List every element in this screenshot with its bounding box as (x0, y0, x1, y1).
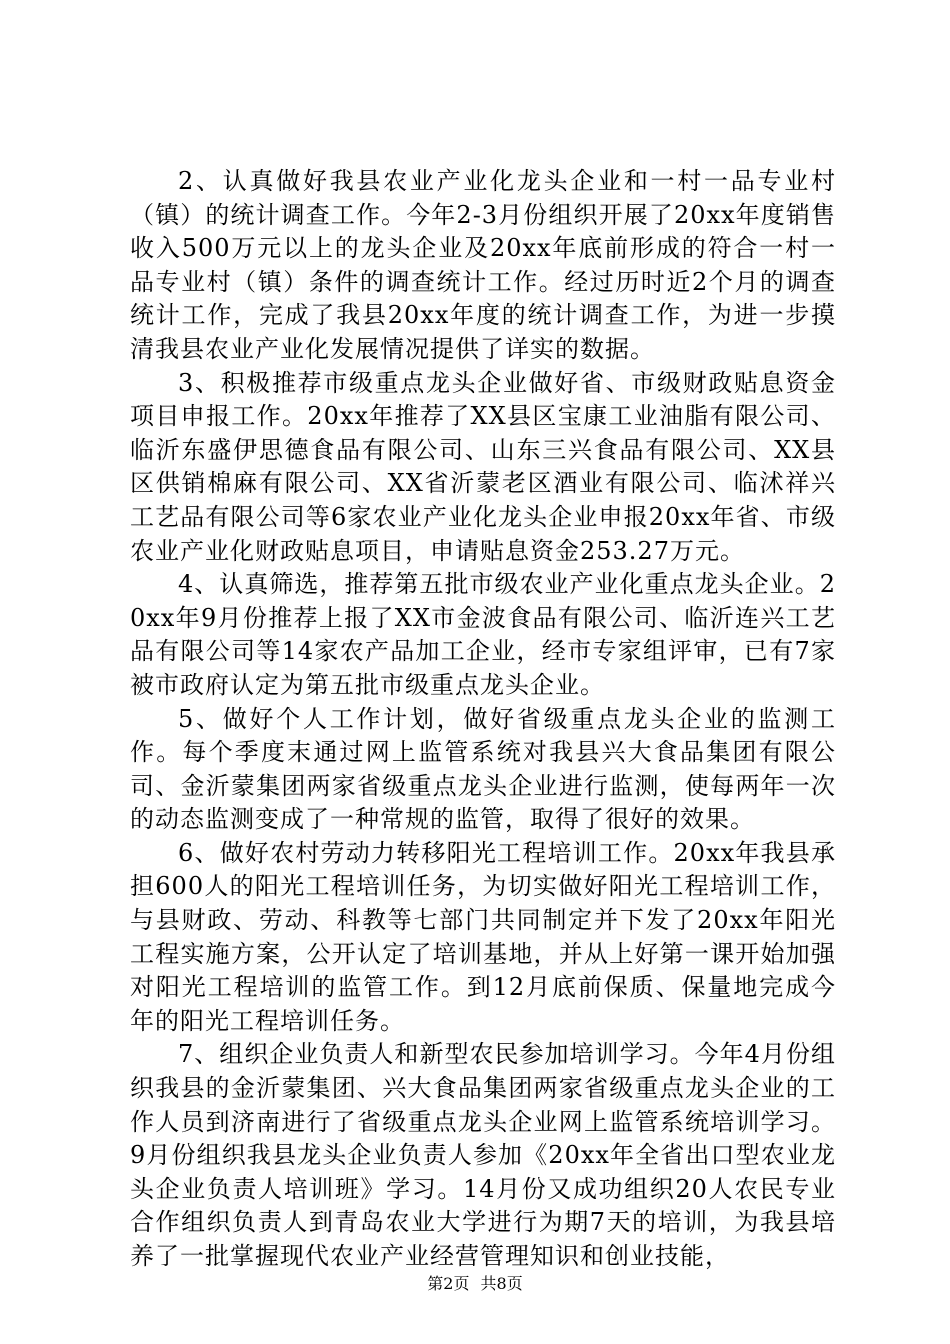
paragraph-2: 2、认真做好我县农业产业化龙头企业和一村一品专业村（镇）的统计调查工作。今年2-3月份组织开展了20xx年度销售收入500万元以上的龙头企业及20xx年底前形成的符合一村一品专业村（镇）条件的调查统计工作。经过历时近2个月的调查统计工作，完成了我县20xx年度的统计调查工作，为进一步摸清我县农业产业化发展情况提供了详实的数据。 (130, 167, 836, 363)
page-footer (0, 1274, 950, 1294)
paragraph-3: 3、积极推荐市级重点龙头企业做好省、市级财政贴息资金项目申报工作。20xx年推荐了XX县区宝康工业油脂有限公司、临沂东盛伊思德食品有限公司、山东三兴食品有限公司、XX县区供销棉麻有限公司、XX省沂蒙老区酒业有限公司、临沭祥兴工艺品有限公司等6家农业产业化龙头企业申报20xx年省、市级农业产业化财政贴息项目，申请贴息资金253.27万元。 (130, 368, 836, 565)
page-total: 共8页 (480, 1274, 523, 1293)
paragraph-7: 7、组织企业负责人和新型农民参加培训学习。今年4月份组织我县的金沂蒙集团、兴大食品集团两家省级重点龙头企业的工作人员到济南进行了省级重点龙头企业网上监管系统培训学习。9月份组织我县龙头企业负责人参加《20xx年全省出口型农业龙头企业负责人培训班》学习。14月份又成功组织20人农民专业合作组织负责人到青岛农业大学进行为期7天的培训，为我县培养了一批掌握现代农业产业经营管理知识和创业技能， (130, 1040, 836, 1270)
paragraph-4: 4、认真筛选，推荐第五批市级农业产业化重点龙头企业。20xx年9月份推荐上报了XX市金波食品有限公司、临沂连兴工艺品有限公司等14家农产品加工企业，经市专家组评审，已有7家被市政府认定为第五批市级重点龙头企业。 (130, 570, 836, 699)
paragraph-6: 6、做好农村劳动力转移阳光工程培训工作。20xx年我县承担600人的阳光工程培训任务，为切实做好阳光工程培训工作，与县财政、劳动、科教等七部门共同制定并下发了20xx年阳光工程实施方案，公开认定了培训基地，并从上好第一课开始加强对阳光工程培训的监管工作。到12月底前保质、保量地完成今年的阳光工程培训任务。 (130, 838, 836, 1035)
body-text (130, 165, 836, 1274)
page-number: 第2页 (427, 1274, 470, 1293)
paragraph-5: 5、做好个人工作计划，做好省级重点龙头企业的监测工作。每个季度末通过网上监管系统对我县兴大食品集团有限公司、金沂蒙集团两家省级重点龙头企业进行监测，使每两年一次的动态监测变成了一种常规的监管，取得了很好的效果。 (130, 704, 836, 834)
